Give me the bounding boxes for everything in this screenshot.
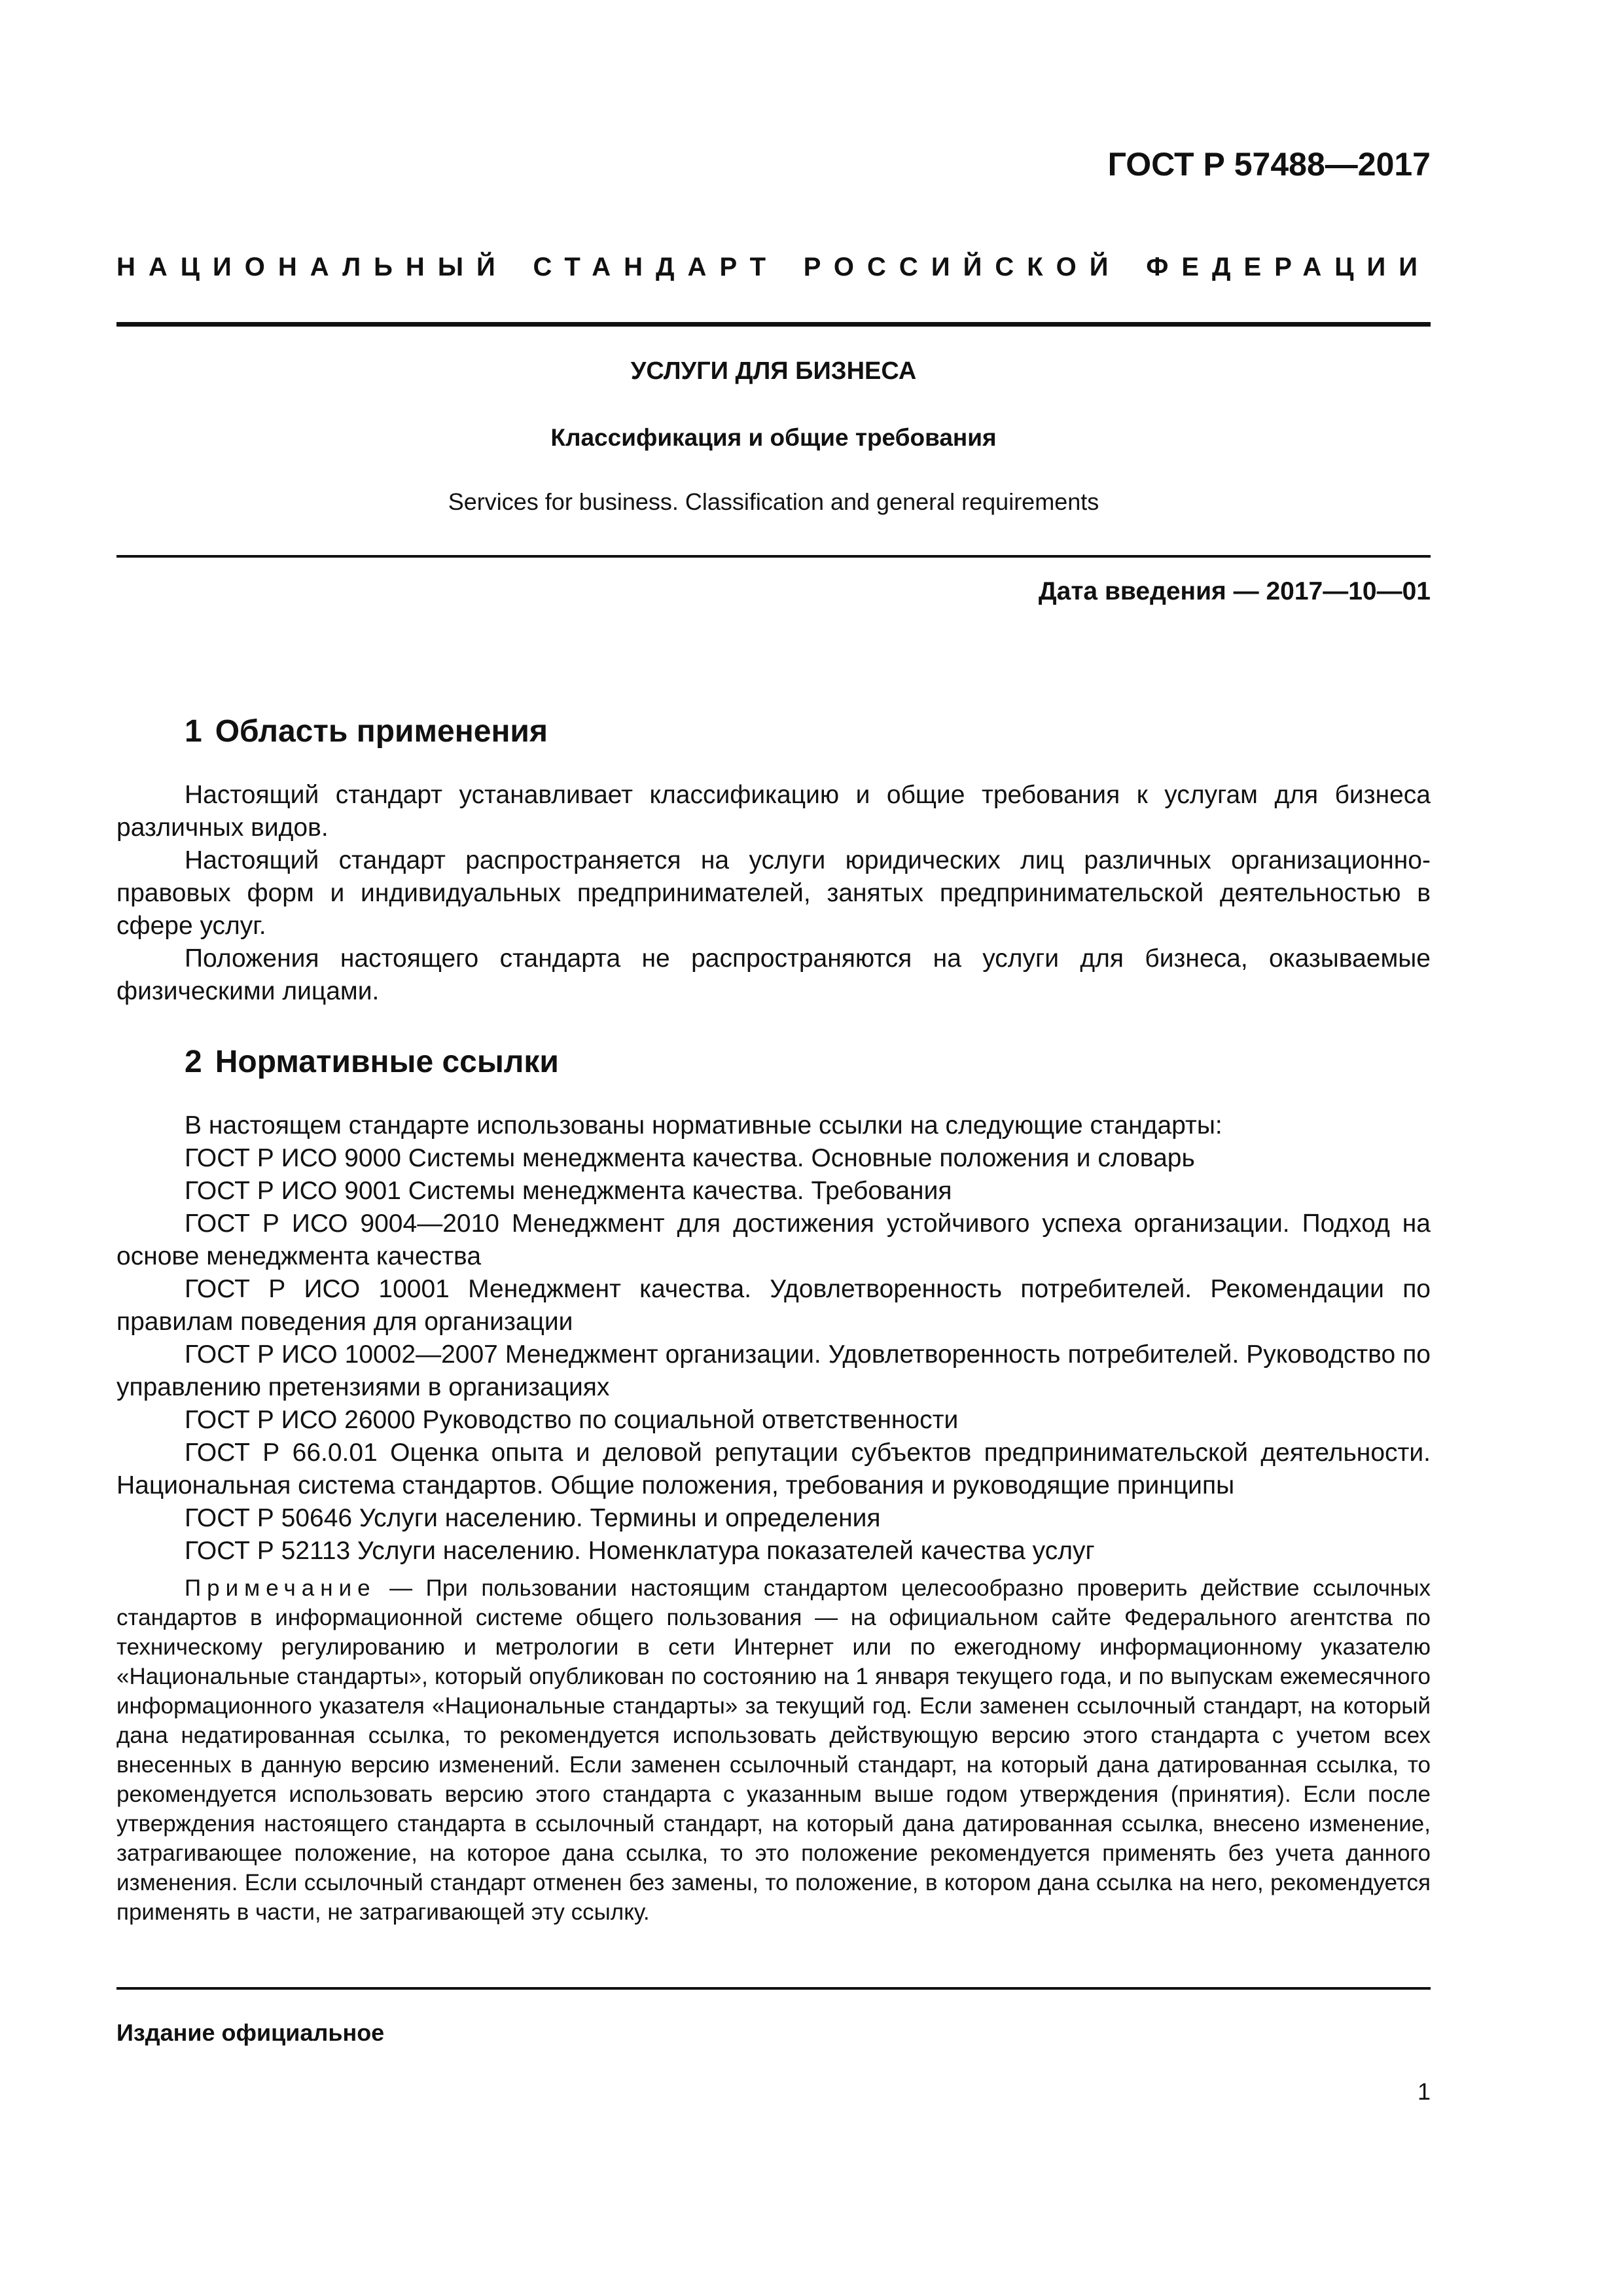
reference-item: ГОСТ Р 66.0.01 Оценка опыта и деловой репутации субъектов предпринимательской деятельности. Национальная система стандартов. Общие положения, требования и руководящие принципы — [116, 1439, 1431, 1499]
header-divider — [116, 322, 1431, 327]
section-1-paragraph: Положения настоящего стандарта не распространяются на услуги для бизнеса, оказываемые физическими лицами. — [116, 944, 1431, 1005]
section-1-number: 1 — [185, 714, 202, 749]
note-block — [116, 1573, 1431, 1927]
reference-item: ГОСТ Р ИСО 10002—2007 Менеджмент организации. Удовлетворенность потребителей. Руководство по управлению претензиями в организациях — [116, 1340, 1431, 1401]
section-2-heading — [185, 1044, 559, 1080]
section-1-body — [116, 779, 1431, 1008]
section-1-paragraph: Настоящий стандарт распространяется на услуги юридических лиц различных организационно-правовых форм и индивидуальных предпринимателей, занятых предпринимательской деятельностью в сфере услуг. — [116, 846, 1431, 940]
note-text: — При пользовании настоящим стандартом целесообразно проверить действие ссылочных стандартов в информационной системе общего пользования — на официальном сайте Федерального агентства по техническому регулированию и метрологии в сети Интернет или по ежегодному информационному указателю «Национальные стандарты», который опубликован по состоянию на 1 января текущего года, и по выпускам ежемесячного информационного указателя «Национальные стандарты» за текущий год. Если заменен ссылочный стандарт, на который дана недатированная ссылка, то рекомендуется использовать действующую версию этого стандарта с учетом всех внесенных в данную версию изменений. Если заменен ссылочный стандарт, на который дана датированная ссылка, то рекомендуется использовать версию этого стандарта с указанным выше годом утверждения (принятия). Если после утверждения настоящего стандарта в ссылочный стандарт, на который дана датированная ссылка, внесено изменение, затрагивающее положение, на которое дана ссылка, то это положение рекомендуется применять без учета данного изменения. Если ссылочный стандарт отменен без замены, то положение, в котором дана ссылка на него, рекомендуется применять в части, не затрагивающей эту ссылку. — [116, 1575, 1431, 1925]
official-edition-label: Издание официальное — [116, 2019, 385, 2046]
introduction-date: Дата введения — 2017—10—01 — [1038, 577, 1431, 605]
section-1-paragraph: Настоящий стандарт устанавливает классификацию и общие требования к услугам для бизнеса различных видов. — [116, 781, 1431, 842]
document-title: УСЛУГИ ДЛЯ БИЗНЕСА — [630, 357, 917, 385]
title-divider — [116, 555, 1431, 558]
section-2-body — [116, 1109, 1431, 1568]
document-subtitle: Классификация и общие требования — [550, 424, 997, 451]
section-2-number: 2 — [185, 1045, 202, 1079]
national-standard-heading: НАЦИОНАЛЬНЫЙ СТАНДАРТ РОССИЙСКОЙ ФЕДЕРАЦИИ — [116, 253, 1431, 281]
reference-item: ГОСТ Р ИСО 9001 Системы менеджмента качества. Требования — [185, 1177, 952, 1205]
page-number: 1 — [1417, 2078, 1431, 2105]
reference-item: ГОСТ Р ИСО 10001 Менеджмент качества. Удовлетворенность потребителей. Рекомендации по правилам поведения для организации — [116, 1275, 1431, 1336]
document-code: ГОСТ Р 57488—2017 — [1107, 146, 1431, 183]
section-2-intro: В настоящем стандарте использованы нормативные ссылки на следующие стандарты: — [185, 1111, 1222, 1139]
reference-item: ГОСТ Р ИСО 9004—2010 Менеджмент для достижения устойчивого успеха организации. Подход на основе менеджмента качества — [116, 1210, 1431, 1270]
note-label: Примечание — [185, 1575, 376, 1601]
section-2-title: Нормативные ссылки — [215, 1045, 559, 1079]
reference-item: ГОСТ Р ИСО 26000 Руководство по социальной ответственности — [185, 1406, 959, 1434]
reference-item: ГОСТ Р 52113 Услуги населению. Номенклатура показателей качества услуг — [185, 1537, 1095, 1565]
section-1-heading — [185, 713, 548, 749]
footer-divider — [116, 1987, 1431, 1990]
document-title-english: Services for business. Classification and general requirements — [448, 488, 1099, 515]
section-1-title: Область применения — [215, 714, 548, 749]
reference-item: ГОСТ Р 50646 Услуги населению. Термины и определения — [185, 1504, 881, 1532]
reference-item: ГОСТ Р ИСО 9000 Системы менеджмента качества. Основные положения и словарь — [185, 1144, 1195, 1172]
